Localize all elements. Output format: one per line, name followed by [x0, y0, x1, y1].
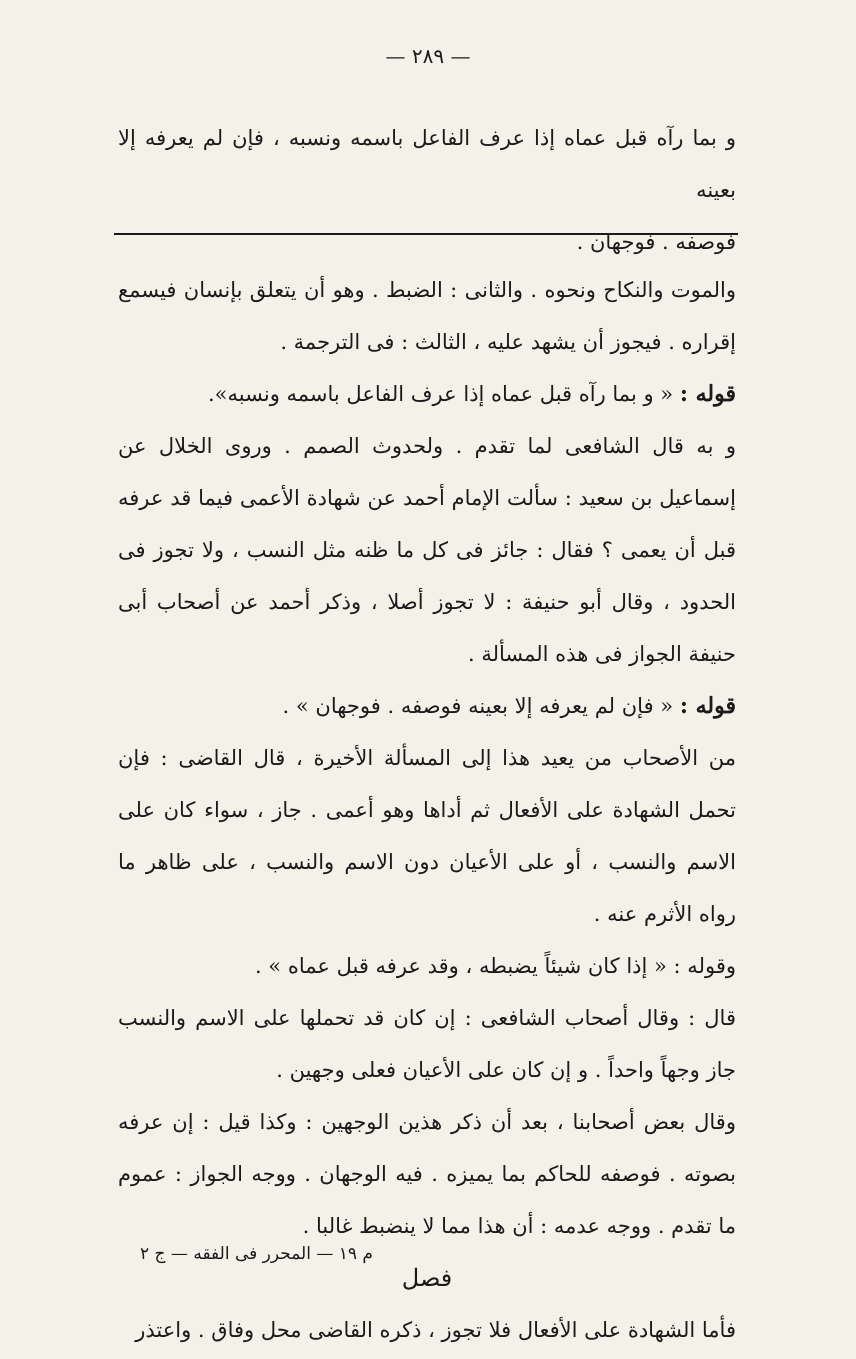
paragraph: فأما الشهادة على الأفعال فلا تجوز ، ذكره القاضى محل وفاق . واعتذر — [135, 1318, 736, 1342]
qawluh-label: قوله : — [679, 381, 736, 407]
signature-footer: م ١٩ — المحرر فى الفقه — ج ٢ — [140, 1244, 373, 1264]
qawluh-paragraph — [118, 680, 736, 732]
paragraph: و به قال الشافعى لما تقدم . ولحدوث الصمم . وروى الخلال عن إسماعيل بن سعيد : سألت الإمام أحمد عن شهادة الأعمى فيما قد عرفه قبل أن يعمى ؟ فقال : جائز فى كل ما ظنه مثل النسب ، ولا تجوز فى الحدود ، وقال أبو حنيفة : لا تجوز أصلا ، وذكر أحمد عن أصحاب أبى حنيفة الجواز فى هذه المسألة . — [118, 434, 736, 666]
matn-text — [118, 112, 736, 268]
divider-rule — [114, 233, 738, 235]
qawluh-quote: « فإن لم يعرفه إلا بعينه فوصفه . فوجهان » . — [282, 694, 674, 718]
paragraph: قال : وقال أصحاب الشافعى : إن كان قد تحملها على الاسم والنسب جاز وجهاً واحداً . و إن كان على الأعيان فعلى وجهين . — [118, 1006, 736, 1082]
section-heading: فصل — [401, 1264, 453, 1292]
paragraph: والموت والنكاح ونحوه . والثانى : الضبط . وهو أن يتعلق بإنسان فيسمع إقراره . فيجوز أن يشهد عليه ، الثالث : فى الترجمة . — [118, 278, 736, 354]
paragraph: من الأصحاب من يعيد هذا إلى المسألة الأخيرة ، قال القاضى : فإن تحمل الشهادة على الأفعال ثم أداها وهو أعمى . جاز ، سواء كان على الاسم والنسب ، أو على الأعيان دون الاسم والنسب ، على ظاهر ما رواه الأثرم عنه . — [118, 746, 736, 926]
page-number: — ٢٨٩ — — [385, 44, 471, 68]
qawluh-paragraph — [118, 368, 736, 420]
matn-line: و بما رآه قبل عماه إذا عرف الفاعل باسمه ونسبه ، فإن لم يعرفه إلا بعينه — [118, 126, 736, 202]
paragraph: وقوله : « إذا كان شيئاً يضبطه ، وقد عرفه قبل عماه » . — [254, 954, 736, 978]
paragraph: وقال بعض أصحابنا ، بعد أن ذكر هذين الوجهين : وكذا قيل : إن عرفه بصوته . فوصفه للحاكم بما يميزه . فيه الوجهان . ووجه الجواز : عموم ما تقدم . ووجه عدمه : أن هذا مما لا ينضبط غالبا . — [118, 1110, 736, 1238]
matn-line: فوصفه . فوجهان . — [576, 230, 736, 254]
qawluh-label: قوله : — [679, 693, 736, 719]
sharh-text — [118, 264, 736, 1356]
qawluh-quote: « و بما رآه قبل عماه إذا عرف الفاعل باسمه ونسبه». — [208, 382, 674, 406]
